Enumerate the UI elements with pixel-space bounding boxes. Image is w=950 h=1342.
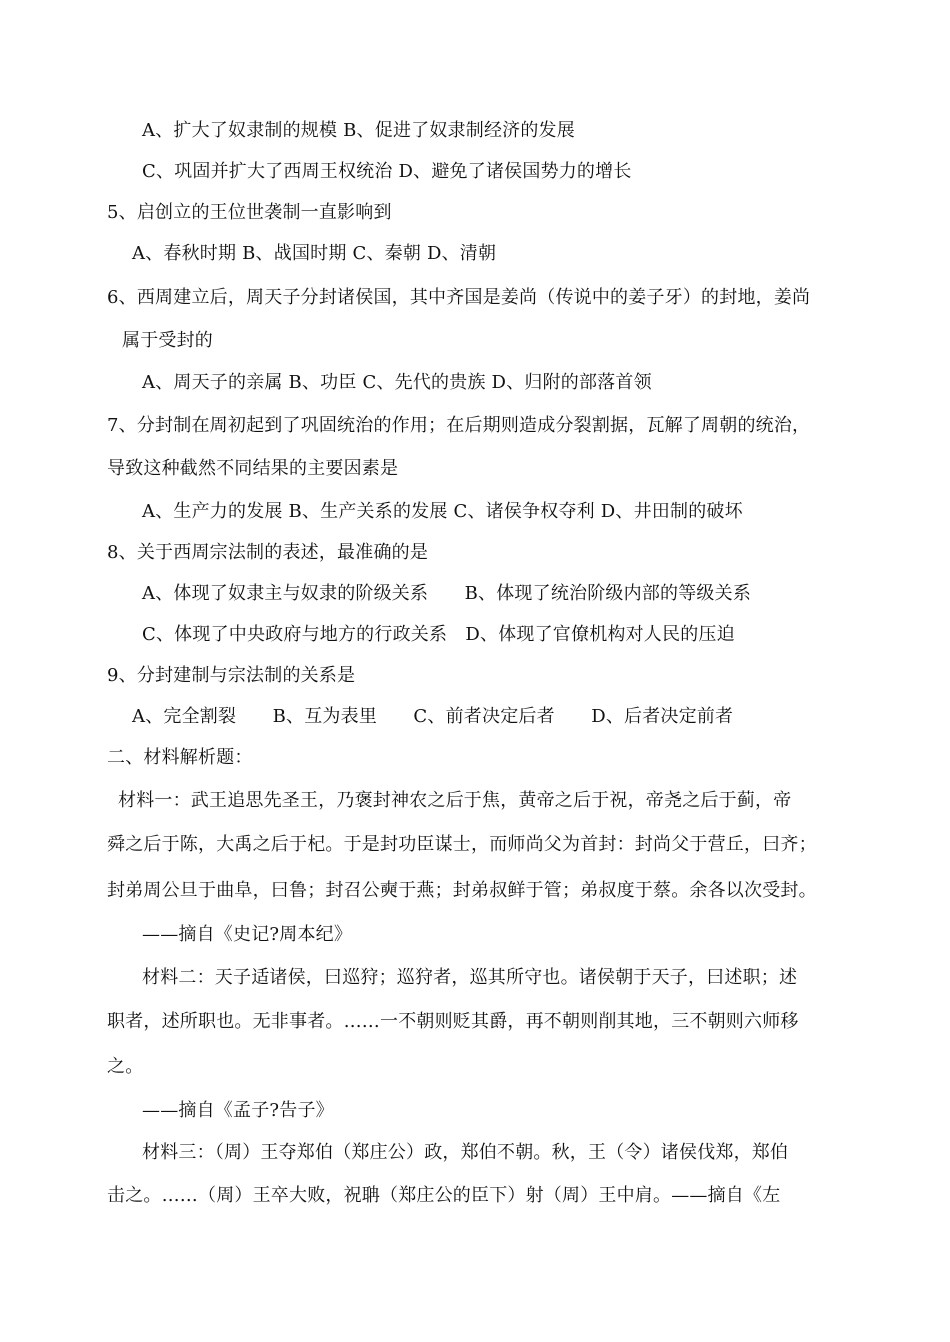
q5-stem: 5、启创立的王位世袭制一直影响到 (107, 202, 392, 223)
q4-option-ab: A、扩大了奴隶制的规模 B、促进了奴隶制经济的发展 (142, 120, 575, 141)
q5-options: A、春秋时期 B、战国时期 C、秦朝 D、清朝 (132, 243, 497, 264)
material-1-source: ——摘自《史记?周本纪》 (142, 924, 353, 945)
q6-options: A、周天子的亲属 B、功臣 C、先代的贵族 D、归附的部落首领 (142, 372, 652, 393)
q8-option-cd: C、体现了中央政府与地方的行政关系 D、体现了官僚机构对人民的压迫 (142, 624, 735, 645)
material-1-line-1: 材料一：武王追思先圣王，乃褒封神农之后于焦，黄帝之后于祝，帝尧之后于蓟，帝 (118, 790, 792, 811)
material-1-line-3: 封弟周公旦于曲阜，曰鲁；封召公奭于燕；封弟叔鲜于管；弟叔度于蔡。余各以次受封。 (107, 880, 817, 901)
material-2-line-3: 之。 (107, 1056, 144, 1077)
section-heading: 二、材料解析题： (107, 747, 253, 768)
q4-option-cd: C、巩固并扩大了西周王权统治 D、避免了诸侯国势力的增长 (142, 161, 632, 182)
q9-stem: 9、分封建制与宗法制的关系是 (107, 665, 356, 686)
q8-stem: 8、关于西周宗法制的表述，最准确的是 (107, 542, 429, 563)
q9-options: A、完全割裂 B、互为表里 C、前者决定后者 D、后者决定前者 (132, 706, 734, 727)
q7-stem-line-2: 导致这种截然不同结果的主要因素是 (107, 458, 399, 479)
material-3-line-1: 材料三：（周）王夺郑伯（郑庄公）政，郑伯不朝。秋，王（令）诸侯伐郑，郑伯 (142, 1142, 789, 1163)
material-1-line-2: 舜之后于陈，大禹之后于杞。于是封功臣谋士，而师尚父为首封：封尚父于营丘，曰齐； (107, 834, 817, 855)
q7-options: A、生产力的发展 B、生产关系的发展 C、诸侯争权夺利 D、井田制的破坏 (142, 501, 743, 522)
q7-stem-line-1: 7、分封制在周初起到了巩固统治的作用；在后期则造成分裂割据，瓦解了周朝的统治， (107, 415, 811, 436)
material-2-source: ——摘自《孟子?告子》 (142, 1100, 334, 1121)
material-2-line-1: 材料二：天子适诸侯，曰巡狩；巡狩者，巡其所守也。诸侯朝于天子，曰述职；述 (142, 967, 798, 988)
q6-stem-line-1: 6、西周建立后，周天子分封诸侯国，其中齐国是姜尚（传说中的姜子牙）的封地，姜尚 (107, 287, 811, 308)
q6-stem-line-2: 属于受封的 (122, 330, 213, 351)
material-2-line-2: 职者，述所职也。无非事者。……一不朝则贬其爵，再不朝则削其地，三不朝则六师移 (107, 1011, 799, 1032)
material-3-line-2: 击之。……（周）王卒大败，祝聃（郑庄公的臣下）射（周）王中肩。——摘自《左 (107, 1185, 781, 1206)
q8-option-ab: A、体现了奴隶主与奴隶的阶级关系 B、体现了统治阶级内部的等级关系 (142, 583, 752, 604)
